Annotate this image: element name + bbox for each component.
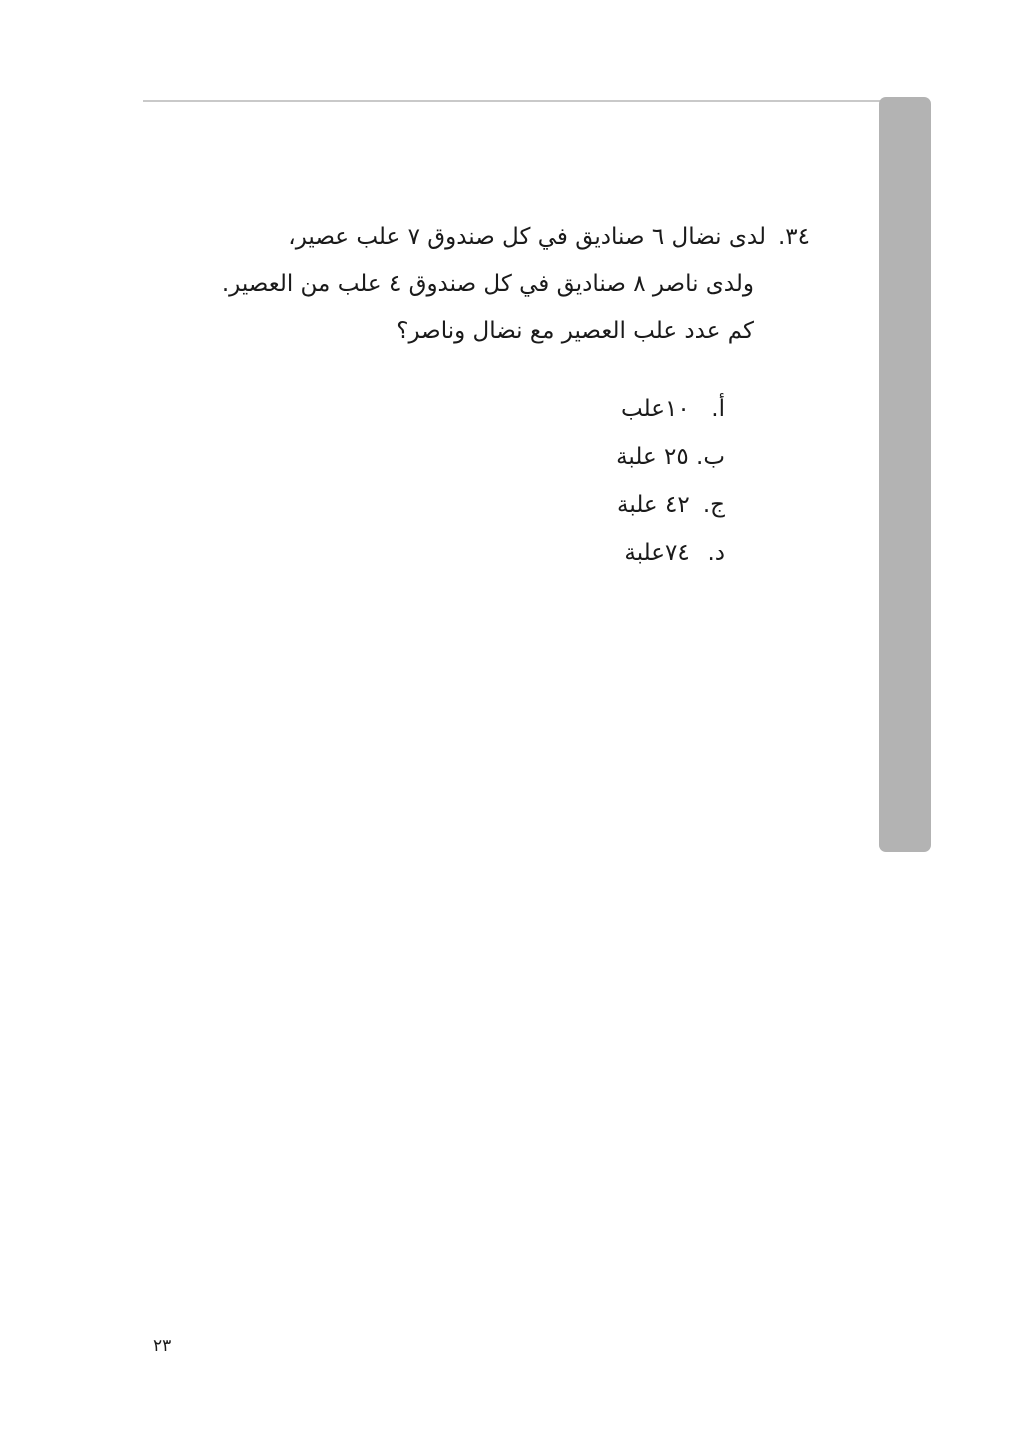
- option-text: ٧٤علبة: [624, 540, 690, 566]
- question-line-1: [180, 214, 810, 261]
- option-letter: ج.: [702, 492, 725, 518]
- question-block: [180, 214, 810, 355]
- option-letter: أ.: [711, 396, 725, 422]
- question-text-1: لدى نضال ٦ صناديق في كل صندوق ٧ علب عصير،: [288, 224, 766, 250]
- question-line-2: ولدى ناصر ٨ صناديق في كل صندوق ٤ علب من العصير.: [221, 271, 754, 297]
- option-b[interactable]: [480, 433, 725, 481]
- option-text: ١٠علب: [621, 396, 690, 422]
- question-number: ٣٤.: [777, 224, 810, 250]
- option-text: ٤٢ علبة: [617, 492, 690, 518]
- side-tab: [879, 97, 931, 852]
- option-a[interactable]: [480, 385, 725, 433]
- answer-options: [480, 385, 725, 577]
- option-letter: د.: [707, 540, 725, 566]
- page-number: ٢٣: [153, 1336, 172, 1356]
- option-c[interactable]: [480, 481, 725, 529]
- option-letter: ب.: [696, 444, 725, 470]
- header-divider: [143, 100, 883, 102]
- option-text: ٢٥ علبة: [616, 444, 689, 470]
- question-line-3: كم عدد علب العصير مع نضال وناصر؟: [396, 318, 754, 344]
- option-d[interactable]: [480, 529, 725, 577]
